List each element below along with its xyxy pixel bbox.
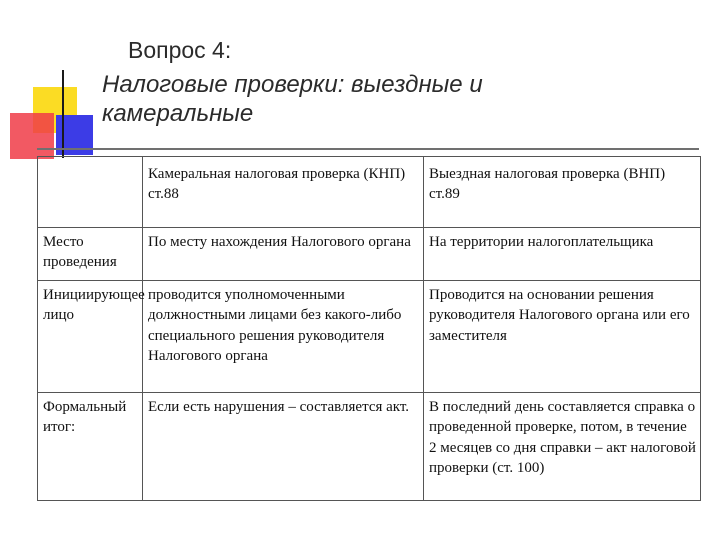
header-cell-kameral: Камеральная налоговая проверка (КНП) ст.88: [143, 157, 424, 228]
header-cell-vyezd: Выездная налоговая проверка (ВНП) ст.89: [424, 157, 701, 228]
slide-title: [102, 70, 692, 129]
vertical-rule: [62, 70, 64, 158]
slide-title-line-1: Налоговые проверки: выездные и: [102, 71, 483, 98]
question-number: Вопрос 4:: [128, 37, 232, 63]
cell-kameral-initiator: проводится уполномоченными должностными лицами без какого-либо специального решения руководителя Налогового органа: [143, 281, 424, 393]
table-row: [38, 228, 701, 281]
title-divider: [37, 148, 699, 150]
cell-kameral-result: Если есть нарушения – составляется акт.: [143, 393, 424, 501]
cell-vyezd-result: В последний день составляется справка о проведенной проверке, потом, в течение 2 месяцев со дня справки – акт налоговой проверки (ст. 100): [424, 393, 701, 501]
cell-kameral-place: По месту нахождения Налогового органа: [143, 228, 424, 281]
table-row: [38, 281, 701, 393]
table-header-row: [38, 157, 701, 228]
cell-vyezd-initiator: Проводится на основании решения руководителя Налогового органа или его заместителя: [424, 281, 701, 393]
slide-title-line-2: камеральные: [102, 100, 254, 128]
row-label-initiator: Инициирующее лицо: [38, 281, 143, 393]
row-label-result: Формальный итог:: [38, 393, 143, 501]
cell-vyezd-place: На территории налогоплательщика: [424, 228, 701, 281]
table-row: [38, 393, 701, 501]
row-label-place: Место проведения: [38, 228, 143, 281]
comparison-table: [37, 156, 701, 501]
red-square-decoration: [10, 113, 54, 159]
header-cell-empty: [38, 157, 143, 228]
